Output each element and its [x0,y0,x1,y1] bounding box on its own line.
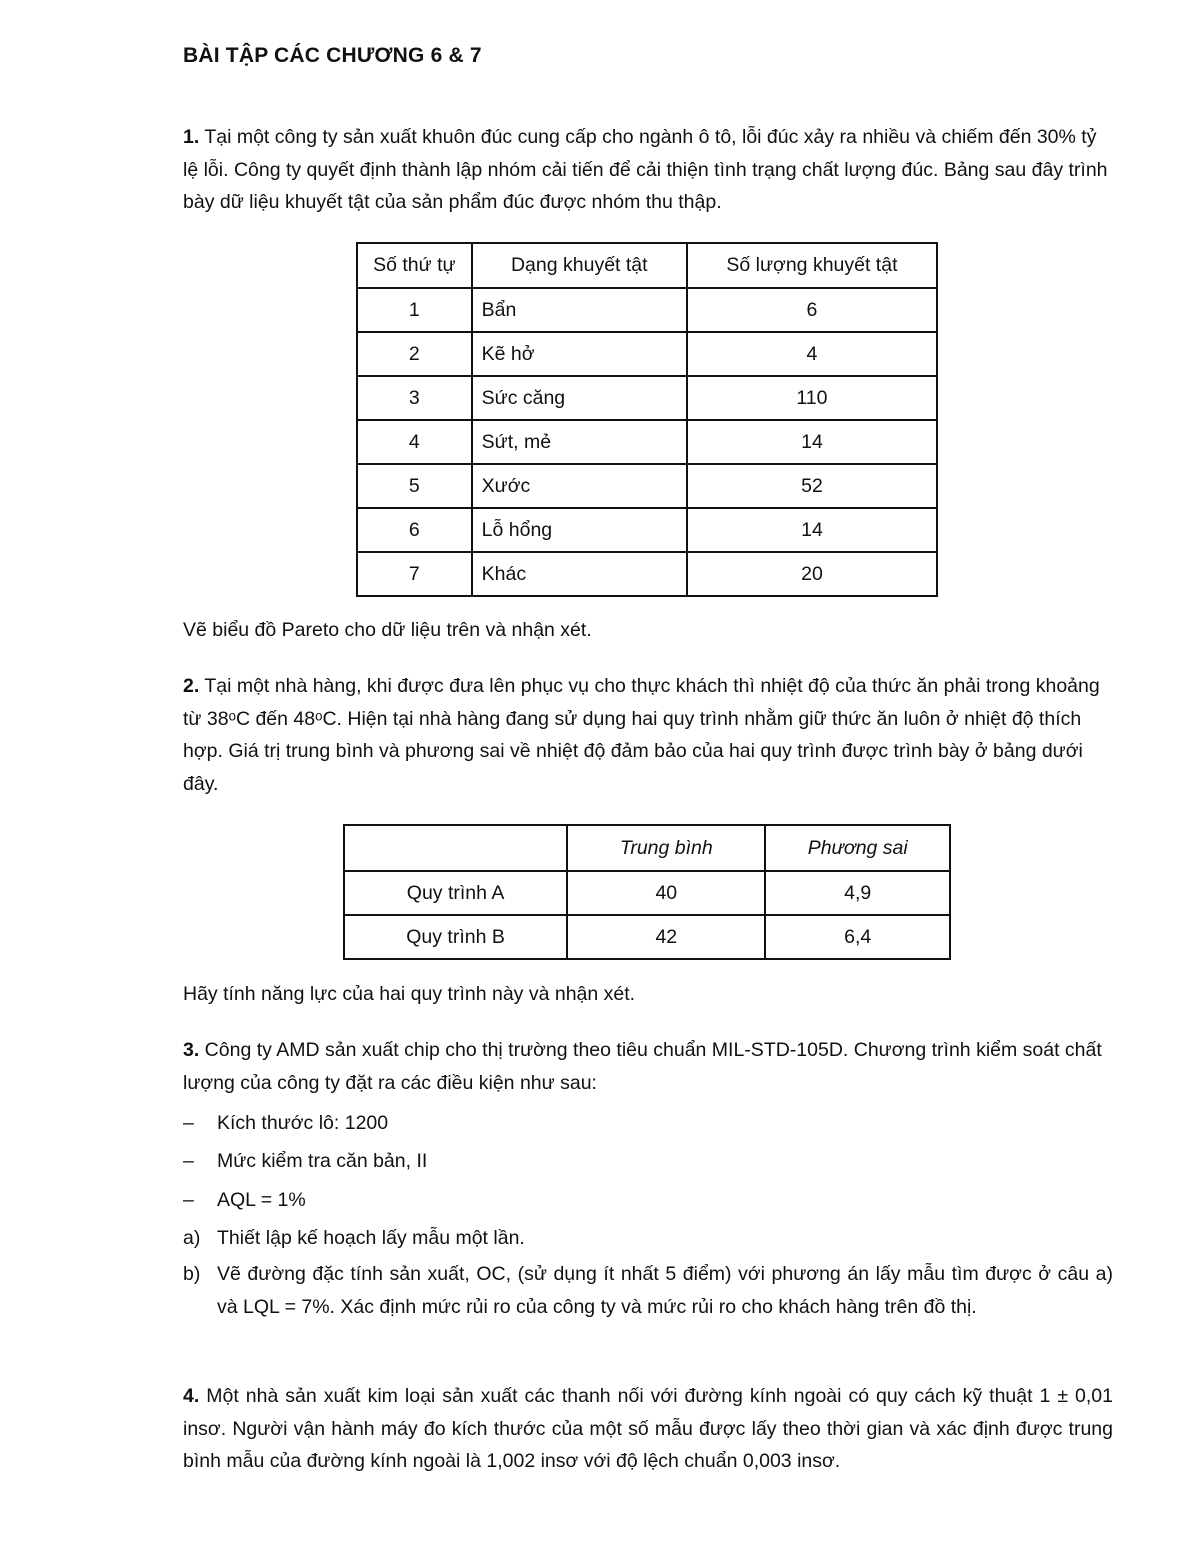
table-cell: Sứt, mẻ [472,420,687,464]
table-cell: 2 [357,332,472,376]
table-header-row [344,825,950,871]
table-cell: Lỗ hổng [472,508,687,552]
dash-marker: – [183,1150,194,1172]
table-cell: 6 [687,288,937,332]
table-cell: 14 [687,420,937,464]
table-cell: 110 [687,376,937,420]
question-4 [183,1380,1113,1478]
condition-text: Kích thước lô: 1200 [217,1112,389,1134]
table-cell: 6 [357,508,472,552]
table-header-cell: Số thứ tự [357,243,472,288]
table-row [357,508,937,552]
table-cell: 1 [357,288,472,332]
table-cell: 20 [687,552,937,596]
question-3-number: 3. [183,1039,200,1061]
table-cell: 14 [687,508,937,552]
table-cell: Quy trình B [344,915,567,959]
question-2-number: 2. [183,675,200,697]
process-table [343,824,951,960]
table-cell: 40 [567,871,765,915]
question-2-task: Hãy tính năng lực của hai quy trình này và nhận xét. [183,983,636,1005]
table-cell: Sức căng [472,376,687,420]
table-cell: Kẽ hở [472,332,687,376]
table-cell: Xước [472,464,687,508]
table-header-cell: Trung bình [567,825,765,871]
table-cell: 7 [357,552,472,596]
table-cell: 4,9 [765,871,950,915]
table-row [357,332,937,376]
table-header-cell [344,825,567,871]
table-row [344,871,950,915]
table-cell: 42 [567,915,765,959]
table-header-row [357,243,937,288]
table-header-cell: Phương sai [765,825,950,871]
table-header-cell: Số lượng khuyết tật [687,243,937,288]
subquestion-text: Vẽ đường đặc tính sản xuất, OC, (sử dụng ít nhất 5 điểm) với phương án lấy mẫu tìm được ở câu a) và LQL = 7%. Xác định mức rủi ro của công ty và mức rủi ro cho khách hàng trên đồ thị. [217,1263,1113,1318]
table-row [344,915,950,959]
condition-text: Mức kiểm tra căn bản, II [217,1150,428,1172]
dash-marker: – [183,1189,194,1211]
table-row [357,552,937,596]
table-cell: 4 [357,420,472,464]
table-row [357,464,937,508]
question-1 [183,121,1113,219]
subquestion-marker: b) [183,1263,201,1285]
table-cell: 3 [357,376,472,420]
page-title: BÀI TẬP CÁC CHƯƠNG 6 & 7 [183,44,482,67]
question-1-number: 1. [183,126,200,148]
question-4-number: 4. [183,1385,200,1407]
table-cell: Quy trình A [344,871,567,915]
question-2-text: Tại một nhà hàng, khi được đưa lên phục vụ cho thực khách thì nhiệt độ của thức ăn phải trong khoảng từ 38ᵒC đến 48ᵒC. Hiện tại nhà hàng đang sử dụng hai quy trình nhằm giữ thức ăn luôn ở nhiệt độ thích hợp. Giá trị trung bình và phương sai về nhiệt độ đảm bảo của hai quy trình được trình bày ở bảng dưới đây. [183,675,1100,795]
table-row [357,376,937,420]
subquestion-marker: a) [183,1227,201,1249]
table-cell: Bẩn [472,288,687,332]
table-row [357,288,937,332]
question-2 [183,670,1113,800]
table-header-cell: Dạng khuyết tật [472,243,687,288]
subquestion-text: Thiết lập kế hoạch lấy mẫu một lần. [217,1227,525,1249]
question-4-text: Một nhà sản xuất kim loại sản xuất các thanh nối với đường kính ngoài có quy cách kỹ thuật 1 ± 0,01 insơ. Người vận hành máy đo kích thước của một số mẫu được lấy theo thời gian và xác định được trung bình mẫu của đường kính ngoài là 1,002 insơ với độ lệch chuẩn 0,003 insơ. [183,1385,1113,1472]
table-cell: 52 [687,464,937,508]
question-1-task: Vẽ biểu đồ Pareto cho dữ liệu trên và nhận xét. [183,619,592,641]
table-cell: Khác [472,552,687,596]
question-3 [183,1034,1113,1099]
table-row [357,420,937,464]
question-3-text: Công ty AMD sản xuất chip cho thị trường theo tiêu chuẩn MIL-STD-105D. Chương trình kiểm soát chất lượng của công ty đặt ra các điều kiện như sau: [183,1039,1102,1094]
table-cell: 4 [687,332,937,376]
condition-text: AQL = 1% [217,1189,306,1211]
table-cell: 6,4 [765,915,950,959]
defect-table [356,242,938,597]
question-1-text: Tại một công ty sản xuất khuôn đúc cung cấp cho ngành ô tô, lỗi đúc xảy ra nhiều và chiếm đến 30% tỷ lệ lỗi. Công ty quyết định thành lập nhóm cải tiến để cải thiện tình trạng chất lượng đúc. Bảng sau đây trình bày dữ liệu khuyết tật của sản phẩm đúc được nhóm thu thập. [183,126,1108,213]
table-cell: 5 [357,464,472,508]
dash-marker: – [183,1112,194,1134]
